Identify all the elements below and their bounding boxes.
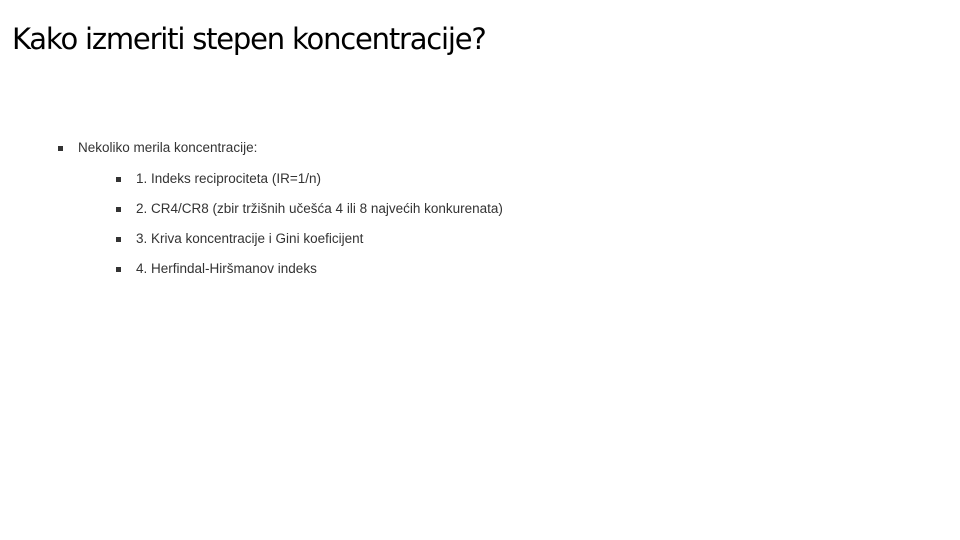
square-bullet-icon (58, 146, 63, 151)
square-bullet-icon (116, 267, 121, 272)
sub-bullet-item (136, 231, 363, 246)
sub-bullet-item (136, 201, 503, 216)
sub-bullet-item (136, 261, 317, 276)
sub-bullet-text: 3. Kriva koncentracije i Gini koeficijent (136, 231, 364, 246)
sub-bullet-text: 2. CR4/CR8 (zbir tržišnih učešća 4 ili 8 najvećih konkurenata) (136, 201, 503, 216)
bullet-text: Nekoliko merila koncentracije: (78, 140, 258, 155)
square-bullet-icon (116, 207, 121, 212)
sub-bullet-item (136, 171, 321, 186)
square-bullet-icon (116, 177, 121, 182)
sub-bullet-text: 1. Indeks reciprociteta (IR=1/n) (136, 171, 321, 186)
slide-title: Kako izmeriti stepen koncentracije? (12, 22, 486, 56)
square-bullet-icon (116, 237, 121, 242)
sub-bullet-text: 4. Herfindal-Hiršmanov indeks (136, 261, 317, 276)
bullet-item (78, 140, 257, 155)
